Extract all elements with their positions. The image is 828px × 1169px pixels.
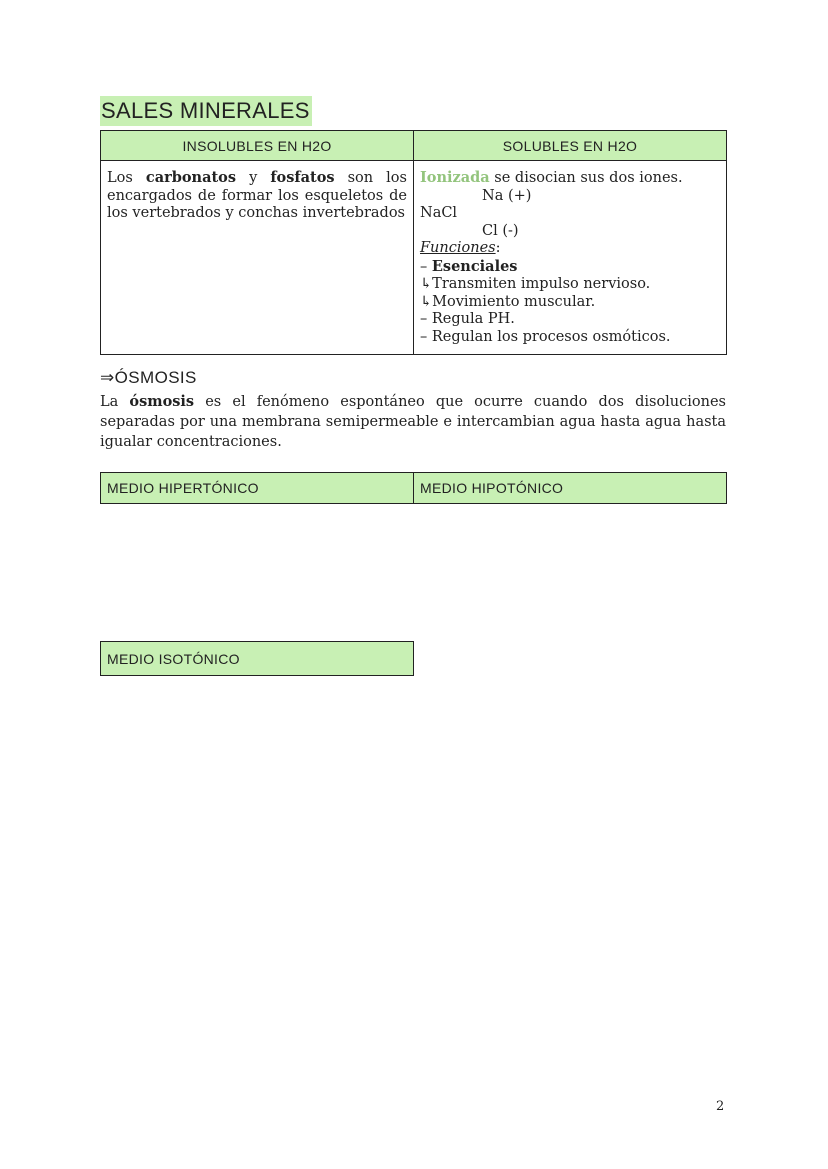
mineral-salts-table	[100, 130, 727, 355]
insolubles-cell	[101, 161, 414, 355]
medio-isotonico-cell: MEDIO ISOTÓNICO	[101, 642, 414, 676]
medio-hipotonico-cell: MEDIO HIPOTÓNICO	[414, 473, 727, 504]
function-item: ↳Movimiento muscular.	[420, 293, 596, 310]
fosfatos-term: fosfatos	[270, 169, 335, 186]
cl-ion: Cl (-)	[482, 222, 519, 239]
solubles-cell	[414, 161, 727, 355]
osmosis-term: ósmosis	[129, 393, 195, 410]
carbonatos-term: carbonatos	[145, 169, 237, 186]
funciones-line	[420, 240, 720, 258]
ionizada-term: Ionizada	[420, 169, 490, 186]
function-item: ↳Transmiten impulso nervioso.	[420, 276, 651, 292]
text-fragment: –	[420, 258, 432, 275]
funciones-label: Funciones	[420, 240, 496, 256]
na-ion: Na (+)	[482, 187, 532, 204]
header-insolubles: INSOLUBLES EN H2O	[101, 131, 414, 161]
osmosis-paragraph	[100, 392, 726, 452]
page-number: 2	[716, 1099, 725, 1114]
text-fragment: y	[236, 170, 271, 186]
insolubles-paragraph	[107, 169, 407, 223]
text-fragment: son los encargados de formar los esqueletos de los vertebrados y conchas invertebrados	[107, 170, 407, 221]
isotonic-table	[100, 641, 414, 676]
function-item: – Regulan los procesos osmóticos.	[420, 328, 671, 345]
text-fragment: es el fenómeno espontáneo que ocurre cuando dos disoluciones separadas por una membrana semipermeable e intercambian agua hasta agua hasta igualar concentraciones.	[100, 394, 726, 450]
page-title: SALES MINERALES	[100, 96, 312, 126]
text-fragment: se disocian sus dos iones.	[489, 170, 683, 186]
esenciales-term: Esenciales	[431, 257, 518, 275]
text-fragment: Los	[107, 170, 146, 186]
header-solubles: SOLUBLES EN H2O	[414, 131, 727, 161]
nacl-label: NaCl	[420, 205, 458, 221]
ionizada-line	[420, 169, 720, 188]
media-table	[100, 472, 727, 504]
medio-hipertonico-cell: MEDIO HIPERTÓNICO	[101, 473, 414, 504]
function-item: – Regula PH.	[420, 311, 515, 327]
osmosis-heading: ⇒ÓSMOSIS	[100, 368, 197, 387]
esenciales-line	[420, 258, 720, 277]
text-fragment: :	[495, 240, 501, 256]
text-fragment: La	[100, 394, 130, 410]
